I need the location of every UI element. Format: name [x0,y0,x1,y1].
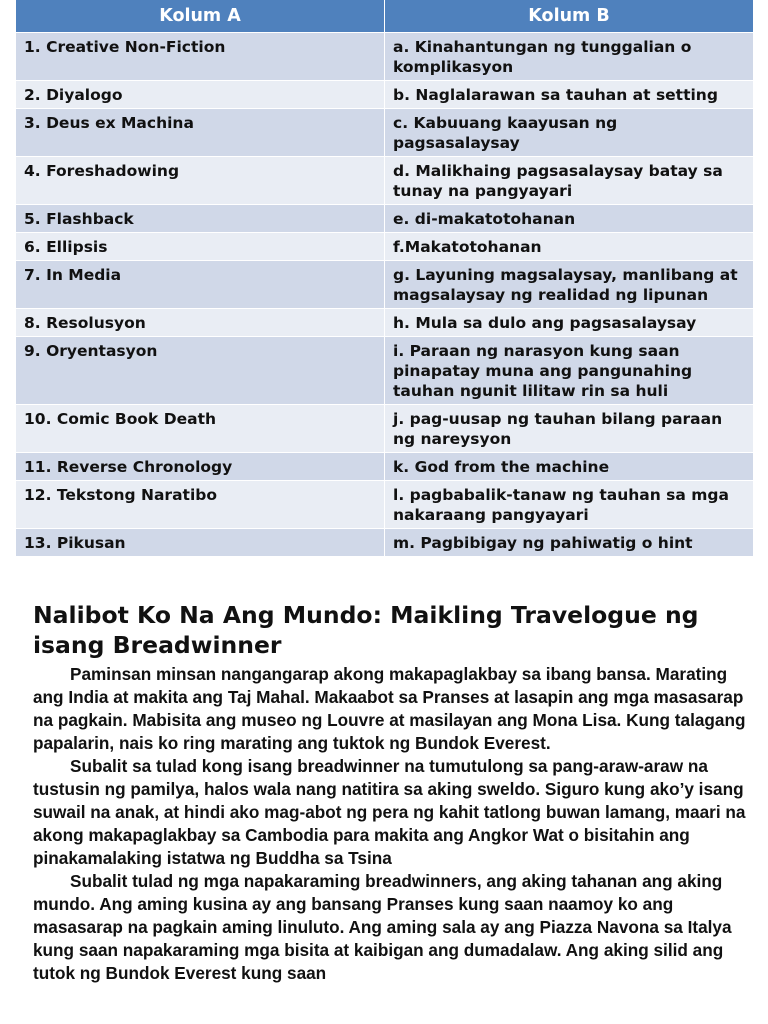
kolum-a-cell: 12. Tekstong Naratibo [16,481,385,529]
kolum-b-cell: j. pag-uusap ng tauhan bilang paraan ng nareysyon [385,405,754,453]
table-row [16,109,754,157]
table-row [16,309,754,337]
kolum-b-cell: k. God from the machine [385,453,754,481]
kolum-b-cell: e. di-makatotohanan [385,205,754,233]
kolum-a-cell: 6. Ellipsis [16,233,385,261]
table-row [16,233,754,261]
kolum-b-cell: l. pagbabalik-tanaw ng tauhan sa mga nakaraang pangyayari [385,481,754,529]
table-row [16,453,754,481]
table-row [16,261,754,309]
table-row [16,337,754,405]
essay-title: Nalibot Ko Na Ang Mundo: Maikling Travelogue ng isang Breadwinner [33,601,699,659]
kolum-a-cell: 8. Resolusyon [16,309,385,337]
kolum-a-cell: 13. Pikusan [16,529,385,557]
kolum-b-cell: d. Malikhaing pagsasalaysay batay sa tunay na pangyayari [385,157,754,205]
kolum-a-cell: 1. Creative Non-Fiction [16,33,385,81]
kolum-b-cell: b. Naglalarawan sa tauhan at setting [385,81,754,109]
kolum-b-cell: c. Kabuuang kaayusan ng pagsasalaysay [385,109,754,157]
kolum-b-cell: i. Paraan ng narasyon kung saan pinapatay muna ang pangunahing tauhan ngunit lilitaw rin sa huli [385,337,754,405]
table-row [16,157,754,205]
kolum-a-cell: 9. Oryentasyon [16,337,385,405]
kolum-a-cell: 3. Deus ex Machina [16,109,385,157]
kolum-a-cell: 4. Foreshadowing [16,157,385,205]
kolum-b-cell: a. Kinahantungan ng tunggalian o komplikasyon [385,33,754,81]
matching-table-container [15,0,753,576]
essay-paragraph: Subalit sa tulad kong isang breadwinner na tumutulong sa pang-araw-araw na tustusin ng pamilya, halos wala nang natitira sa aking sweldo. Siguro kung ako’y isang suwail na anak, at hindi ako mag-abot ng pera ng kahit tatlong buwan lamang, maari na akong makapaglakbay sa Cambodia para makita ang Angkor Wat o bisitahin ang pinakamalaking istatwa ng Buddha sa Tsina [33,756,746,868]
table-row [16,81,754,109]
essay-paragraph: Subalit tulad ng mga napakaraming breadwinners, ang aking tahanan ang aking mundo. Ang aming kusina ay ang bansang Pranses kung saan naamoy ko ang masasarap na pagkain aming linuluto. Ang aming sala ay ang Piazza Navona sa Italya kung saan napakaraming mga bisita at kaibigan ang dumadalaw. Ang aking silid ang tutok ng Bundok Everest kung saan [33,871,732,983]
kolum-a-cell: 7. In Media [16,261,385,309]
header-kolum-a: Kolum A [16,0,385,33]
kolum-a-cell: 10. Comic Book Death [16,405,385,453]
kolum-b-cell: f.Makatotohanan [385,233,754,261]
table-header-row [16,0,754,33]
kolum-b-cell: h. Mula sa dulo ang pagsasalaysay [385,309,754,337]
essay-section [33,600,753,985]
matching-table [15,0,753,557]
table-row [16,33,754,81]
table-row [16,481,754,529]
kolum-b-cell: m. Pagbibigay ng pahiwatig o hint [385,529,754,557]
table-row [16,529,754,557]
essay-paragraph: Paminsan minsan nangangarap akong makapaglakbay sa ibang bansa. Marating ang India at makita ang Taj Mahal. Makaabot sa Pranses at lasapin ang mga masasarap na pagkain. Mabisita ang museo ng Louvre at masilayan ang Mona Lisa. Kung talagang papalarin, nais ko ring marating ang tuktok ng Bundok Everest. [33,664,746,753]
table-row [16,405,754,453]
table-row [16,205,754,233]
kolum-a-cell: 11. Reverse Chronology [16,453,385,481]
kolum-b-cell: g. Layuning magsalaysay, manlibang at magsalaysay ng realidad ng lipunan [385,261,754,309]
kolum-a-cell: 5. Flashback [16,205,385,233]
header-kolum-b: Kolum B [385,0,754,33]
kolum-a-cell: 2. Diyalogo [16,81,385,109]
